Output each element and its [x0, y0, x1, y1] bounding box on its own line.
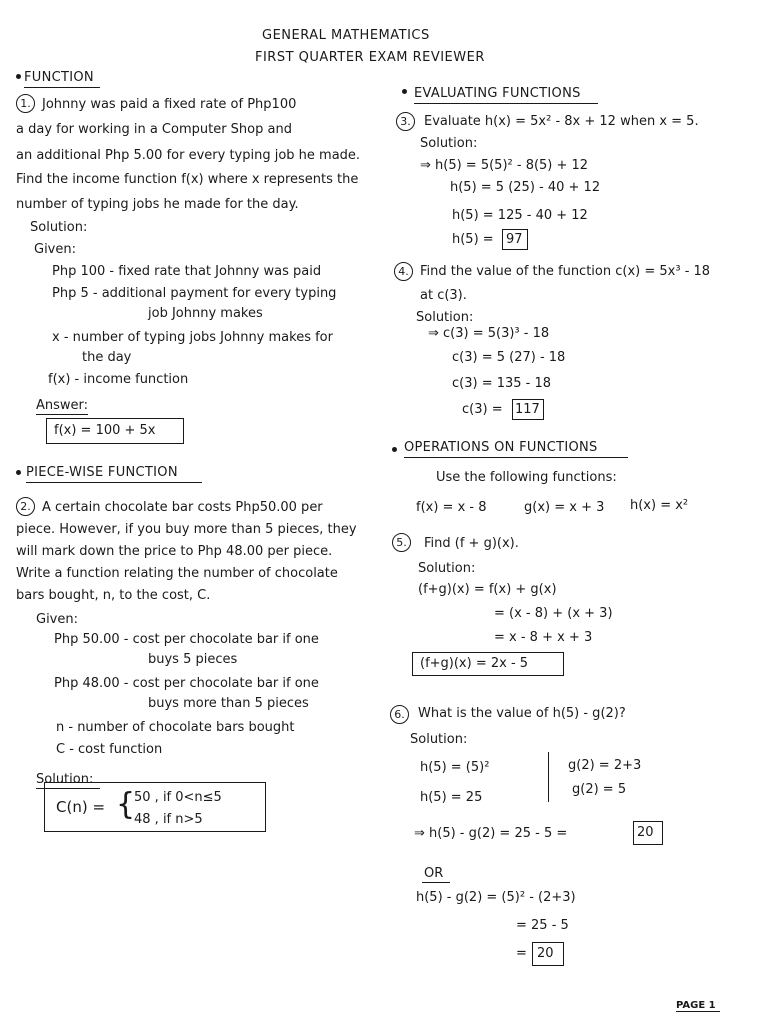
q4-answer: 117 [515, 402, 540, 417]
section-bullet [16, 74, 21, 79]
q5-step: = x - 8 + x + 3 [494, 630, 593, 645]
q4-solution-label: Solution: [416, 310, 474, 325]
q2-given-item: n - number of chocolate bars bought [56, 720, 295, 735]
heading-underline [414, 103, 598, 104]
q1-answer-label: Answer: [36, 398, 89, 413]
q5-step: (f+g)(x) = f(x) + g(x) [418, 582, 557, 597]
q6-answer: 20 [637, 825, 654, 840]
q2-text-line: A certain chocolate bar costs Php50.00 per [42, 500, 323, 515]
q5-solution-label: Solution: [418, 561, 476, 576]
q3-step: ⇒ h(5) = 5(5)² - 8(5) + 12 [420, 158, 589, 173]
q6-or-label: OR [424, 866, 444, 881]
q6-solution-label: Solution: [410, 732, 468, 747]
q1-answer: f(x) = 100 + 5x [54, 423, 156, 438]
function-h: h(x) = x² [630, 498, 689, 513]
function-g: g(x) = x + 3 [524, 500, 605, 515]
q2-case-1: 50 , if 0<n≤5 [134, 790, 222, 805]
q1-solution-label: Solution: [30, 220, 88, 235]
function-f: f(x) = x - 8 [416, 500, 487, 515]
page-number: PAGE 1 [676, 1000, 716, 1011]
or-underline [422, 882, 450, 883]
section-heading-piecewise: PIECE-WISE FUNCTION [26, 465, 178, 480]
q1-given-label: Given: [34, 242, 76, 257]
q4-final-lhs: c(3) = [462, 402, 503, 417]
section-bullet [392, 447, 397, 452]
q2-case-2: 48 , if n>5 [134, 812, 203, 827]
q2-given-label: Given: [36, 612, 78, 627]
heading-underline [26, 482, 202, 483]
question-number-4: 4. [394, 262, 413, 281]
q2-given-item: Php 48.00 - cost per chocolate bar if one [54, 676, 319, 691]
q1-text-line: Find the income function f(x) where x represents the [16, 172, 359, 187]
q2-text-line: piece. However, if you buy more than 5 pieces, they [16, 522, 357, 537]
question-number-1: 1. [16, 94, 35, 113]
q2-given-item: C - cost function [56, 742, 163, 757]
q5-answer: (f+g)(x) = 2x - 5 [420, 656, 529, 671]
page-number-underline [676, 1011, 720, 1012]
q1-text-line: number of typing jobs he made for the day. [16, 197, 299, 212]
q2-text-line: Write a function relating the number of chocolate [16, 566, 338, 581]
q6-alt-answer: 20 [537, 946, 554, 961]
question-number-2: 2. [16, 497, 35, 516]
q2-text-line: will mark down the price to Php 48.00 per piece. [16, 544, 333, 559]
q4-prompt: Find the value of the function c(x) = 5x³ - 18 [420, 264, 711, 279]
q1-given-item: f(x) - income function [48, 372, 189, 387]
question-number-5: 5. [392, 533, 411, 552]
heading-underline [404, 457, 628, 458]
section-heading-function: FUNCTION [24, 70, 94, 85]
q1-given-item: job Johnny makes [148, 306, 263, 321]
q3-final-lhs: h(5) = [452, 232, 494, 247]
q1-text-line: Johnny was paid a fixed rate of Php100 [42, 97, 297, 112]
section-bullet [16, 470, 21, 475]
q1-given-item: Php 100 - fixed rate that Johnny was paid [52, 264, 322, 279]
q6-alt-step: = 25 - 5 [516, 918, 569, 933]
q6-step: h(5) = 25 [420, 790, 483, 805]
section-heading-evaluating: EVALUATING FUNCTIONS [414, 86, 581, 101]
q2-solution-label: Solution: [36, 772, 94, 787]
section-heading-operations: OPERATIONS ON FUNCTIONS [404, 440, 598, 455]
q5-step: = (x - 8) + (x + 3) [494, 606, 613, 621]
q2-given-item: buys 5 pieces [148, 652, 238, 667]
q6-alt-step: h(5) - g(2) = (5)² - (2+3) [416, 890, 576, 905]
q6-alt-step: = [516, 946, 527, 961]
q2-answer-lhs: C(n) = [56, 798, 106, 816]
q4-step: c(3) = 135 - 18 [452, 376, 552, 391]
page-title: GENERAL MATHEMATICS [262, 28, 430, 43]
answer-underline [36, 414, 88, 415]
question-number-6: 6. [390, 705, 409, 724]
q4-step: c(3) = 5 (27) - 18 [452, 350, 566, 365]
q3-prompt: Evaluate h(x) = 5x² - 8x + 12 when x = 5. [424, 114, 699, 129]
question-number-3: 3. [396, 112, 415, 131]
q3-step: h(5) = 5 (25) - 40 + 12 [450, 180, 601, 195]
q3-solution-label: Solution: [420, 136, 478, 151]
ops-intro: Use the following functions: [436, 470, 617, 485]
q2-given-item: Php 50.00 - cost per chocolate bar if one [54, 632, 319, 647]
page-subtitle: FIRST QUARTER EXAM REVIEWER [255, 50, 485, 65]
q3-answer: 97 [506, 232, 523, 247]
q1-given-item: x - number of typing jobs Johnny makes for [52, 330, 333, 345]
q1-given-item: the day [82, 350, 132, 365]
q6-prompt: What is the value of h(5) - g(2)? [418, 706, 626, 721]
section-bullet [402, 89, 407, 94]
q5-prompt: Find (f + g)(x). [424, 536, 519, 551]
q6-step: g(2) = 5 [572, 782, 627, 797]
q6-result-lhs: ⇒ h(5) - g(2) = 25 - 5 = [414, 826, 568, 841]
heading-underline [24, 87, 100, 88]
q1-text-line: a day for working in a Computer Shop and [16, 122, 292, 137]
q4-prompt: at c(3). [420, 288, 467, 303]
piecewise-brace: { [116, 787, 136, 822]
q6-step: h(5) = (5)² [420, 760, 490, 775]
column-divider [548, 752, 549, 802]
q2-text-line: bars bought, n, to the cost, C. [16, 588, 211, 603]
q2-given-item: buys more than 5 pieces [148, 696, 309, 711]
q4-step: ⇒ c(3) = 5(3)³ - 18 [428, 326, 550, 341]
q1-given-item: Php 5 - additional payment for every typing [52, 286, 337, 301]
q1-text-line: an additional Php 5.00 for every typing job he made. [16, 148, 361, 163]
q6-step: g(2) = 2+3 [568, 758, 642, 773]
q3-step: h(5) = 125 - 40 + 12 [452, 208, 588, 223]
